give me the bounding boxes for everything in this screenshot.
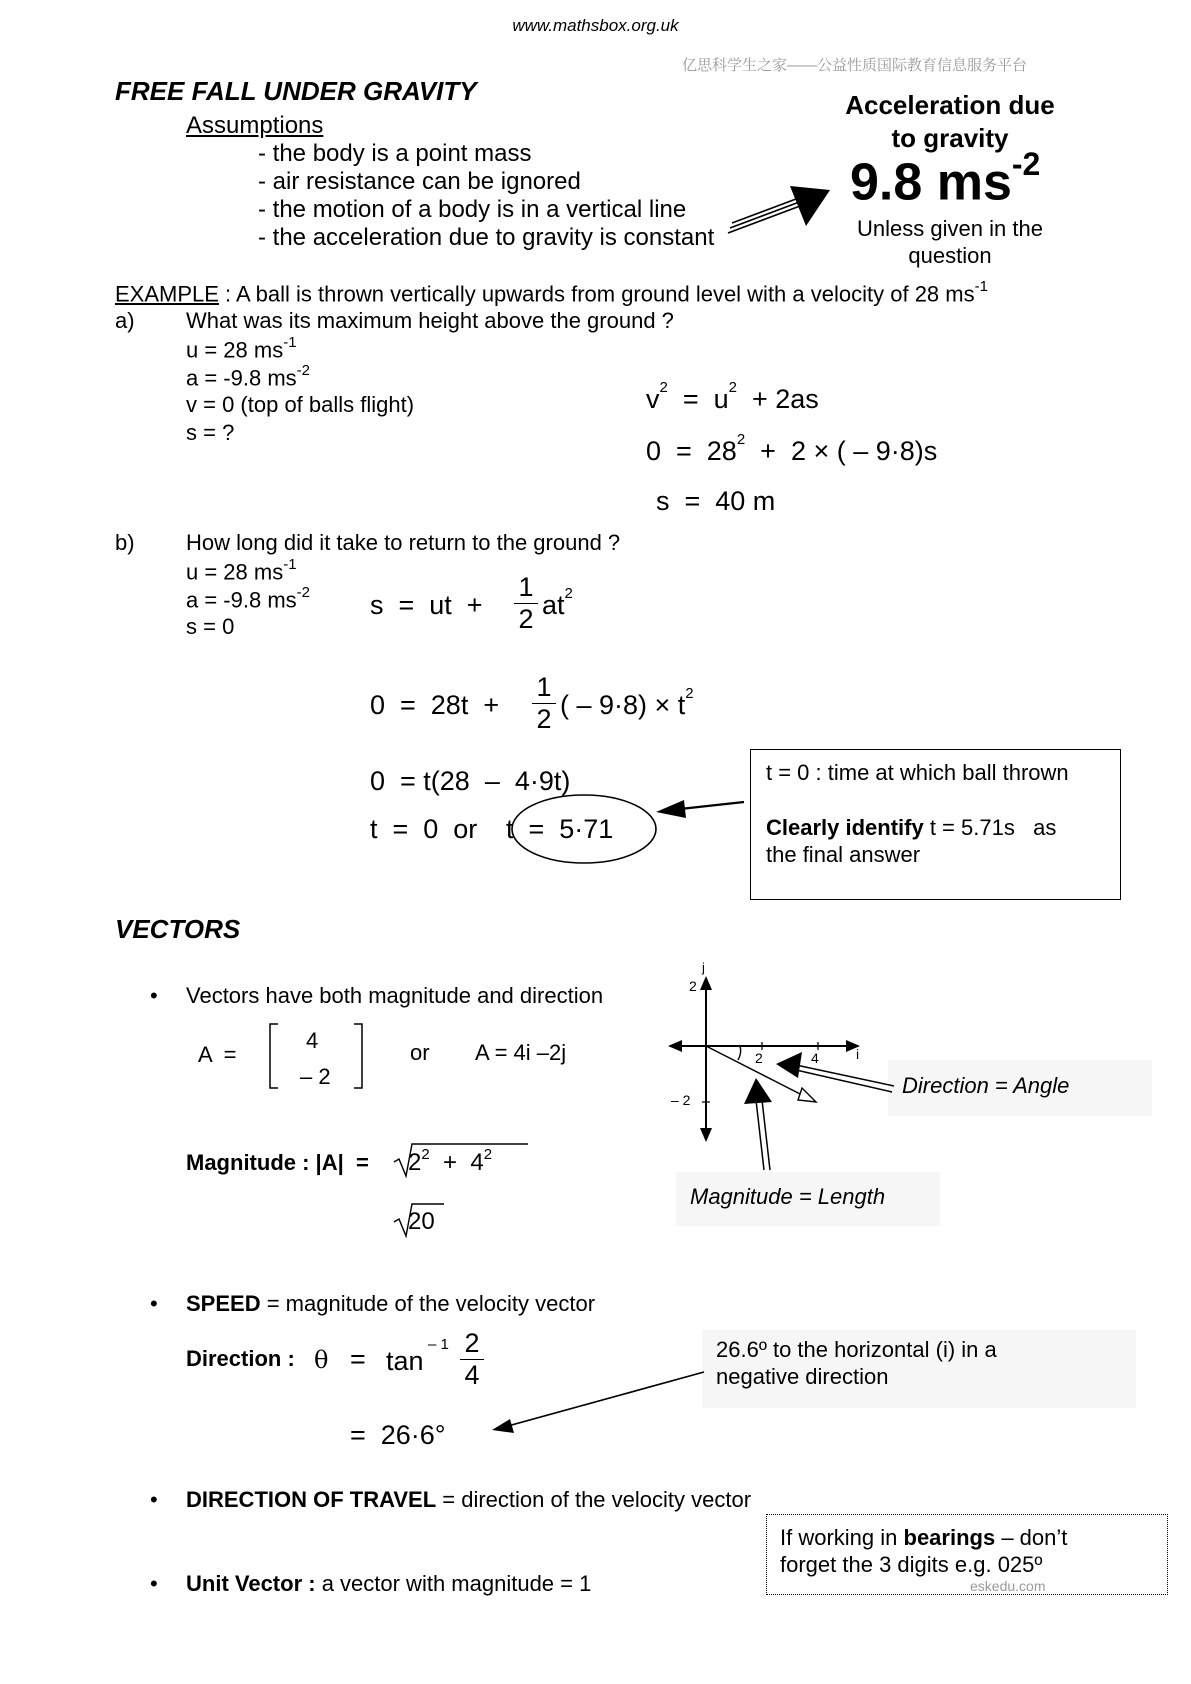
mag-plus: + [429,1149,471,1176]
part-a-eq3: s = 40 m [656,486,776,516]
direction-equals: = [350,1344,366,1374]
bullet-1-text: Vectors have both magnitude and direction [186,983,604,1008]
x-tick-2: 2 [755,1050,763,1066]
assumption-4: - the acceleration due to gravity is constant [258,224,715,251]
sqrt-sign-1 [394,1144,528,1176]
assumption-3: - the motion of a body is in a vertical line [258,196,687,223]
mag-a-exp: 2 [421,1146,430,1163]
sqrt-sign-2 [394,1204,444,1236]
unit-bold: Unit Vector : [186,1571,316,1596]
part-a-u-exp: -1 [283,334,297,351]
fraction-numerator: 1 [518,572,534,602]
direction-note-2: negative direction [716,1364,889,1389]
matrix-brackets [270,1024,362,1088]
direction-angle-pointer [776,1052,894,1092]
part-a-a-text: a = -9.8 ms [186,365,297,391]
eq1-sup1: 2 [659,379,668,396]
part-b-s: s = 0 [186,614,235,639]
part-b-label: b) [115,530,135,555]
part-b-u-exp: -1 [283,556,297,573]
magnitude-result: 20 [408,1208,435,1235]
gravity-note-2: question [908,243,992,268]
part-b-eq3: 0 = t(28 – 4·9t) [370,766,571,796]
eq2-sup: 2 [736,431,746,448]
eq1-sup2: 2 [728,379,737,396]
note-identify-bold: Clearly identify [766,815,924,840]
bullet-1-dot: • [150,983,158,1008]
part-b-eq4-answer: t = 5·71 [506,814,614,844]
mag-b-exp: 2 [483,1146,493,1163]
magnitude-label: Magnitude : |A| = [186,1150,369,1175]
website-header: www.mathsbox.org.uk [512,16,679,35]
eq2-tail-text: ( – 9·8) × t [560,690,686,720]
example-label: EXAMPLE [115,281,219,307]
bearings-start: If working in [780,1525,904,1550]
y-tick-neg2: – 2 [671,1092,691,1108]
assumptions-heading: Assumptions [186,112,324,139]
direction-note-1: 26.6º to the horizontal (i) in a [716,1337,997,1362]
tan-numerator: 2 [464,1328,480,1358]
part-b-eq2-lhs: 0 = 28t + [370,690,500,720]
eq1-tail-exp: 2 [564,585,573,602]
free-fall-title: FREE FALL UNDER GRAVITY [115,76,477,106]
example-text-exp: -1 [974,278,988,295]
tan-exp: – 1 [428,1336,449,1353]
matrix-top: 4 [306,1028,319,1053]
eq2-end: + 2 × ( – 9·8)s [745,436,938,466]
direction-note-arrow [492,1372,704,1433]
matrix-bottom: – 2 [300,1064,331,1089]
platform-caption: 亿思科学生之家——公益性质国际教育信息服务平台 [682,57,1028,74]
part-b-question: How long did it take to return to the ground ? [186,530,621,555]
tan-text: tan [386,1346,424,1376]
part-a-a-exp: -2 [296,362,310,379]
note-time-zero: t = 0 : time at which ball thrown [766,760,1069,785]
vector-A-label: A = [198,1042,237,1067]
mag-b: 4 [470,1149,484,1176]
speed-rest: = magnitude of the velocity vector [260,1291,596,1316]
bullet-4-dot: • [150,1571,158,1596]
magnitude-length-pointer [744,1078,772,1170]
eq2-tail-exp: 2 [685,685,694,702]
gravity-value-exp: -2 [1011,146,1041,182]
eq2-start: 0 = 28 [646,436,737,466]
y-tick-2: 2 [689,978,697,994]
part-a-v: v = 0 (top of balls flight) [186,392,415,417]
answer-arrow [656,800,744,818]
gravity-note-1: Unless given in the [857,216,1043,241]
part-b-eq4-start: t = 0 or [370,814,478,844]
eq1-end: + 2as [736,384,819,414]
fraction-numerator: 1 [536,672,552,702]
direction-result: = 26·6° [350,1420,446,1450]
speed-bold: SPEED [186,1291,261,1316]
eq1-v: v [646,384,660,414]
vector-ij-form: A = 4i –2j [475,1040,567,1065]
bearings-bold: bearings [903,1525,996,1550]
part-a-question: What was its maximum height above the ground ? [186,308,674,333]
part-b-a-exp: -2 [296,584,310,601]
x-axis-label: i [856,1046,860,1062]
gravity-value-text: 9.8 ms [850,153,1012,212]
bearings-end: – don’t [995,1525,1068,1550]
gravity-heading-2: to gravity [891,123,1009,153]
x-tick-4: 4 [811,1050,819,1066]
magnitude-length-label: Magnitude = Length [690,1184,886,1209]
vectors-title: VECTORS [115,914,241,944]
eq1-tail-text: at [542,590,565,620]
assumption-1: - the body is a point mass [258,140,532,167]
part-a-s: s = ? [186,420,235,445]
eq1-mid: = u [667,384,729,414]
part-b-u-text: u = 28 ms [186,559,284,585]
or-text: or [410,1040,430,1065]
mag-a: 2 [408,1149,422,1176]
y-axis-label: j [702,960,705,975]
fraction-denominator: 2 [518,604,534,634]
unit-rest: a vector with magnitude = 1 [315,1571,592,1596]
gravity-arrow [728,186,830,233]
travel-bold: DIRECTION OF TRAVEL [186,1487,437,1512]
answer-ellipse [512,795,656,863]
part-a-label: a) [115,308,135,333]
tan-denominator: 4 [464,1360,480,1390]
note-identify-rest: t = 5.71s as [923,815,1057,840]
bullet-2-dot: • [150,1291,158,1316]
part-b-a-text: a = -9.8 ms [186,587,297,613]
note-final-answer: the final answer [766,842,921,867]
theta-symbol: θ [314,1346,329,1374]
direction-label: Direction : [186,1346,295,1371]
travel-rest: = direction of the velocity vector [436,1487,752,1512]
fraction-denominator: 2 [536,704,552,734]
watermark: eskedu.com [970,1578,1046,1594]
bullet-3-dot: • [150,1487,158,1512]
assumption-2: - air resistance can be ignored [258,168,581,195]
part-a-u-text: u = 28 ms [186,337,284,363]
gravity-heading-1: Acceleration due [845,90,1055,120]
bearings-line-2: forget the 3 digits e.g. 025º [780,1552,1043,1577]
direction-angle-label: Direction = Angle [902,1073,1070,1098]
example-text: : A ball is thrown vertically upwards from ground level with a velocity of 28 ms [218,281,975,307]
part-b-eq1-lhs: s = ut + [370,590,483,620]
